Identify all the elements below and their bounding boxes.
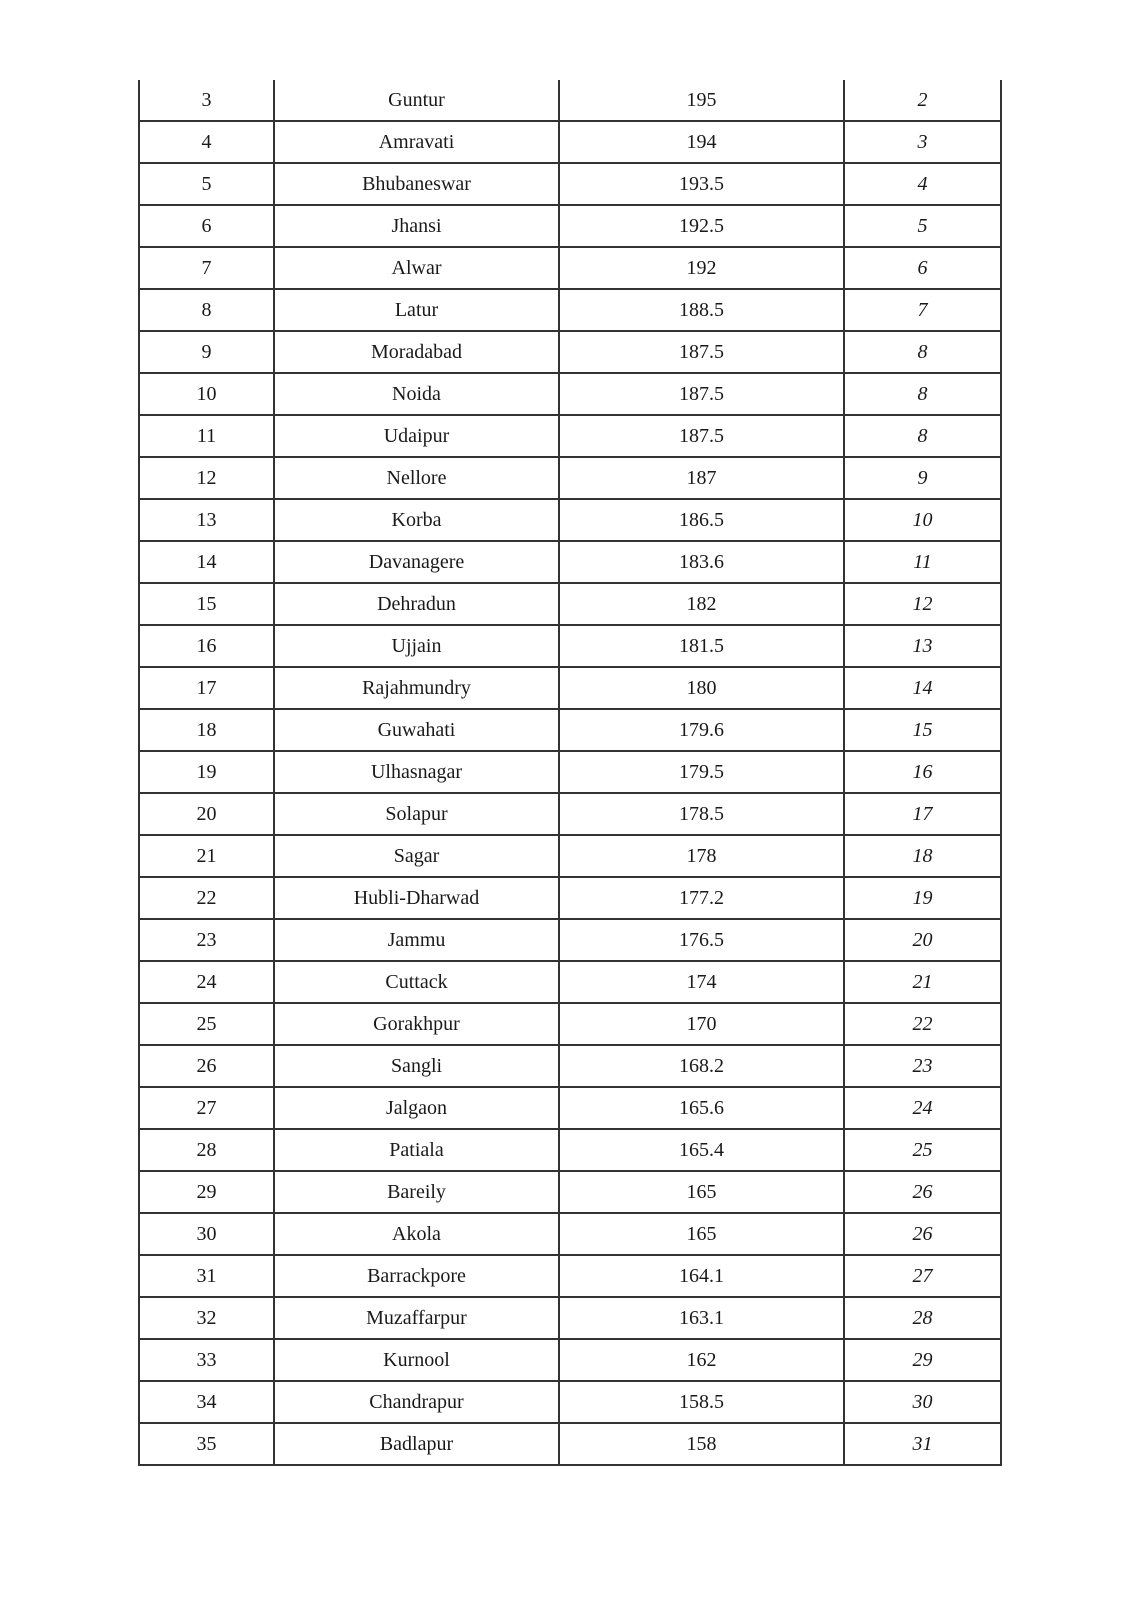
table-row — [139, 1255, 1001, 1297]
rank-cell: 10 — [844, 499, 1001, 541]
score-cell: 176.5 — [559, 919, 844, 961]
table-row — [139, 80, 1001, 121]
score-cell: 164.1 — [559, 1255, 844, 1297]
table-row — [139, 331, 1001, 373]
score-cell: 188.5 — [559, 289, 844, 331]
table-row — [139, 751, 1001, 793]
rank-cell: 9 — [844, 457, 1001, 499]
rank-cell: 27 — [844, 1255, 1001, 1297]
table-row — [139, 247, 1001, 289]
serial-number-cell: 20 — [139, 793, 274, 835]
city-name-cell: Kurnool — [274, 1339, 559, 1381]
serial-number-cell: 23 — [139, 919, 274, 961]
rank-cell: 13 — [844, 625, 1001, 667]
city-name-cell: Jammu — [274, 919, 559, 961]
serial-number-cell: 18 — [139, 709, 274, 751]
score-cell: 192.5 — [559, 205, 844, 247]
score-cell: 170 — [559, 1003, 844, 1045]
serial-number-cell: 24 — [139, 961, 274, 1003]
table-row — [139, 709, 1001, 751]
rank-cell: 4 — [844, 163, 1001, 205]
rank-cell: 23 — [844, 1045, 1001, 1087]
rank-cell: 14 — [844, 667, 1001, 709]
city-name-cell: Amravati — [274, 121, 559, 163]
score-cell: 158 — [559, 1423, 844, 1465]
rank-cell: 21 — [844, 961, 1001, 1003]
score-cell: 162 — [559, 1339, 844, 1381]
city-name-cell: Cuttack — [274, 961, 559, 1003]
city-name-cell: Akola — [274, 1213, 559, 1255]
serial-number-cell: 21 — [139, 835, 274, 877]
city-name-cell: Sagar — [274, 835, 559, 877]
rank-cell: 8 — [844, 415, 1001, 457]
rank-cell: 6 — [844, 247, 1001, 289]
rank-cell: 8 — [844, 331, 1001, 373]
score-cell: 165 — [559, 1171, 844, 1213]
city-name-cell: Jhansi — [274, 205, 559, 247]
score-cell: 181.5 — [559, 625, 844, 667]
score-cell: 182 — [559, 583, 844, 625]
table-row — [139, 121, 1001, 163]
serial-number-cell: 4 — [139, 121, 274, 163]
rank-cell: 11 — [844, 541, 1001, 583]
table-row — [139, 457, 1001, 499]
rank-cell: 3 — [844, 121, 1001, 163]
serial-number-cell: 5 — [139, 163, 274, 205]
rank-cell: 25 — [844, 1129, 1001, 1171]
serial-number-cell: 22 — [139, 877, 274, 919]
rank-cell: 26 — [844, 1171, 1001, 1213]
serial-number-cell: 25 — [139, 1003, 274, 1045]
rank-cell: 28 — [844, 1297, 1001, 1339]
table-row — [139, 1297, 1001, 1339]
table-row — [139, 415, 1001, 457]
serial-number-cell: 33 — [139, 1339, 274, 1381]
city-name-cell: Solapur — [274, 793, 559, 835]
score-cell: 163.1 — [559, 1297, 844, 1339]
city-name-cell: Chandrapur — [274, 1381, 559, 1423]
table-row — [139, 919, 1001, 961]
rank-cell: 19 — [844, 877, 1001, 919]
ranking-table-body — [139, 80, 1001, 1465]
city-name-cell: Udaipur — [274, 415, 559, 457]
serial-number-cell: 32 — [139, 1297, 274, 1339]
table-row — [139, 1087, 1001, 1129]
table-row — [139, 793, 1001, 835]
rank-cell: 26 — [844, 1213, 1001, 1255]
serial-number-cell: 7 — [139, 247, 274, 289]
table-row — [139, 205, 1001, 247]
table-row — [139, 1213, 1001, 1255]
city-name-cell: Bhubaneswar — [274, 163, 559, 205]
score-cell: 165 — [559, 1213, 844, 1255]
serial-number-cell: 19 — [139, 751, 274, 793]
table-row — [139, 1045, 1001, 1087]
serial-number-cell: 26 — [139, 1045, 274, 1087]
serial-number-cell: 35 — [139, 1423, 274, 1465]
serial-number-cell: 13 — [139, 499, 274, 541]
serial-number-cell: 12 — [139, 457, 274, 499]
table-row — [139, 163, 1001, 205]
rank-cell: 24 — [844, 1087, 1001, 1129]
serial-number-cell: 17 — [139, 667, 274, 709]
score-cell: 168.2 — [559, 1045, 844, 1087]
city-name-cell: Ulhasnagar — [274, 751, 559, 793]
city-name-cell: Dehradun — [274, 583, 559, 625]
rank-cell: 22 — [844, 1003, 1001, 1045]
rank-cell: 8 — [844, 373, 1001, 415]
serial-number-cell: 14 — [139, 541, 274, 583]
table-row — [139, 1339, 1001, 1381]
table-row — [139, 1171, 1001, 1213]
serial-number-cell: 9 — [139, 331, 274, 373]
score-cell: 174 — [559, 961, 844, 1003]
table-row — [139, 1003, 1001, 1045]
score-cell: 193.5 — [559, 163, 844, 205]
table-row — [139, 289, 1001, 331]
score-cell: 187.5 — [559, 415, 844, 457]
city-ranking-table — [138, 80, 1002, 1466]
serial-number-cell: 10 — [139, 373, 274, 415]
serial-number-cell: 27 — [139, 1087, 274, 1129]
table-row — [139, 877, 1001, 919]
score-cell: 179.6 — [559, 709, 844, 751]
serial-number-cell: 8 — [139, 289, 274, 331]
city-name-cell: Muzaffarpur — [274, 1297, 559, 1339]
city-name-cell: Gorakhpur — [274, 1003, 559, 1045]
score-cell: 183.6 — [559, 541, 844, 583]
city-name-cell: Moradabad — [274, 331, 559, 373]
serial-number-cell: 34 — [139, 1381, 274, 1423]
score-cell: 192 — [559, 247, 844, 289]
table-row — [139, 1381, 1001, 1423]
score-cell: 195 — [559, 80, 844, 121]
rank-cell: 7 — [844, 289, 1001, 331]
rank-cell: 18 — [844, 835, 1001, 877]
score-cell: 158.5 — [559, 1381, 844, 1423]
serial-number-cell: 16 — [139, 625, 274, 667]
rank-cell: 31 — [844, 1423, 1001, 1465]
score-cell: 187.5 — [559, 331, 844, 373]
table-row — [139, 373, 1001, 415]
rank-cell: 17 — [844, 793, 1001, 835]
city-name-cell: Guntur — [274, 80, 559, 121]
score-cell: 187.5 — [559, 373, 844, 415]
city-name-cell: Badlapur — [274, 1423, 559, 1465]
score-cell: 178.5 — [559, 793, 844, 835]
score-cell: 179.5 — [559, 751, 844, 793]
rank-cell: 20 — [844, 919, 1001, 961]
city-name-cell: Noida — [274, 373, 559, 415]
city-name-cell: Ujjain — [274, 625, 559, 667]
rank-cell: 12 — [844, 583, 1001, 625]
table-row — [139, 667, 1001, 709]
city-name-cell: Davanagere — [274, 541, 559, 583]
serial-number-cell: 3 — [139, 80, 274, 121]
serial-number-cell: 30 — [139, 1213, 274, 1255]
table-row — [139, 835, 1001, 877]
city-name-cell: Nellore — [274, 457, 559, 499]
table-row — [139, 583, 1001, 625]
score-cell: 165.4 — [559, 1129, 844, 1171]
city-name-cell: Korba — [274, 499, 559, 541]
serial-number-cell: 6 — [139, 205, 274, 247]
score-cell: 186.5 — [559, 499, 844, 541]
city-name-cell: Bareily — [274, 1171, 559, 1213]
score-cell: 180 — [559, 667, 844, 709]
score-cell: 165.6 — [559, 1087, 844, 1129]
score-cell: 178 — [559, 835, 844, 877]
table-row — [139, 541, 1001, 583]
city-name-cell: Patiala — [274, 1129, 559, 1171]
serial-number-cell: 29 — [139, 1171, 274, 1213]
score-cell: 194 — [559, 121, 844, 163]
city-name-cell: Rajahmundry — [274, 667, 559, 709]
city-name-cell: Jalgaon — [274, 1087, 559, 1129]
score-cell: 187 — [559, 457, 844, 499]
table-row — [139, 961, 1001, 1003]
city-name-cell: Latur — [274, 289, 559, 331]
serial-number-cell: 31 — [139, 1255, 274, 1297]
city-name-cell: Guwahati — [274, 709, 559, 751]
rank-cell: 15 — [844, 709, 1001, 751]
city-name-cell: Hubli-Dharwad — [274, 877, 559, 919]
city-name-cell: Alwar — [274, 247, 559, 289]
table-row — [139, 499, 1001, 541]
rank-cell: 5 — [844, 205, 1001, 247]
score-cell: 177.2 — [559, 877, 844, 919]
rank-cell: 30 — [844, 1381, 1001, 1423]
rank-cell: 16 — [844, 751, 1001, 793]
table-row — [139, 625, 1001, 667]
serial-number-cell: 15 — [139, 583, 274, 625]
rank-cell: 29 — [844, 1339, 1001, 1381]
city-name-cell: Sangli — [274, 1045, 559, 1087]
serial-number-cell: 11 — [139, 415, 274, 457]
city-name-cell: Barrackpore — [274, 1255, 559, 1297]
table-row — [139, 1129, 1001, 1171]
table-row — [139, 1423, 1001, 1465]
rank-cell: 2 — [844, 80, 1001, 121]
serial-number-cell: 28 — [139, 1129, 274, 1171]
